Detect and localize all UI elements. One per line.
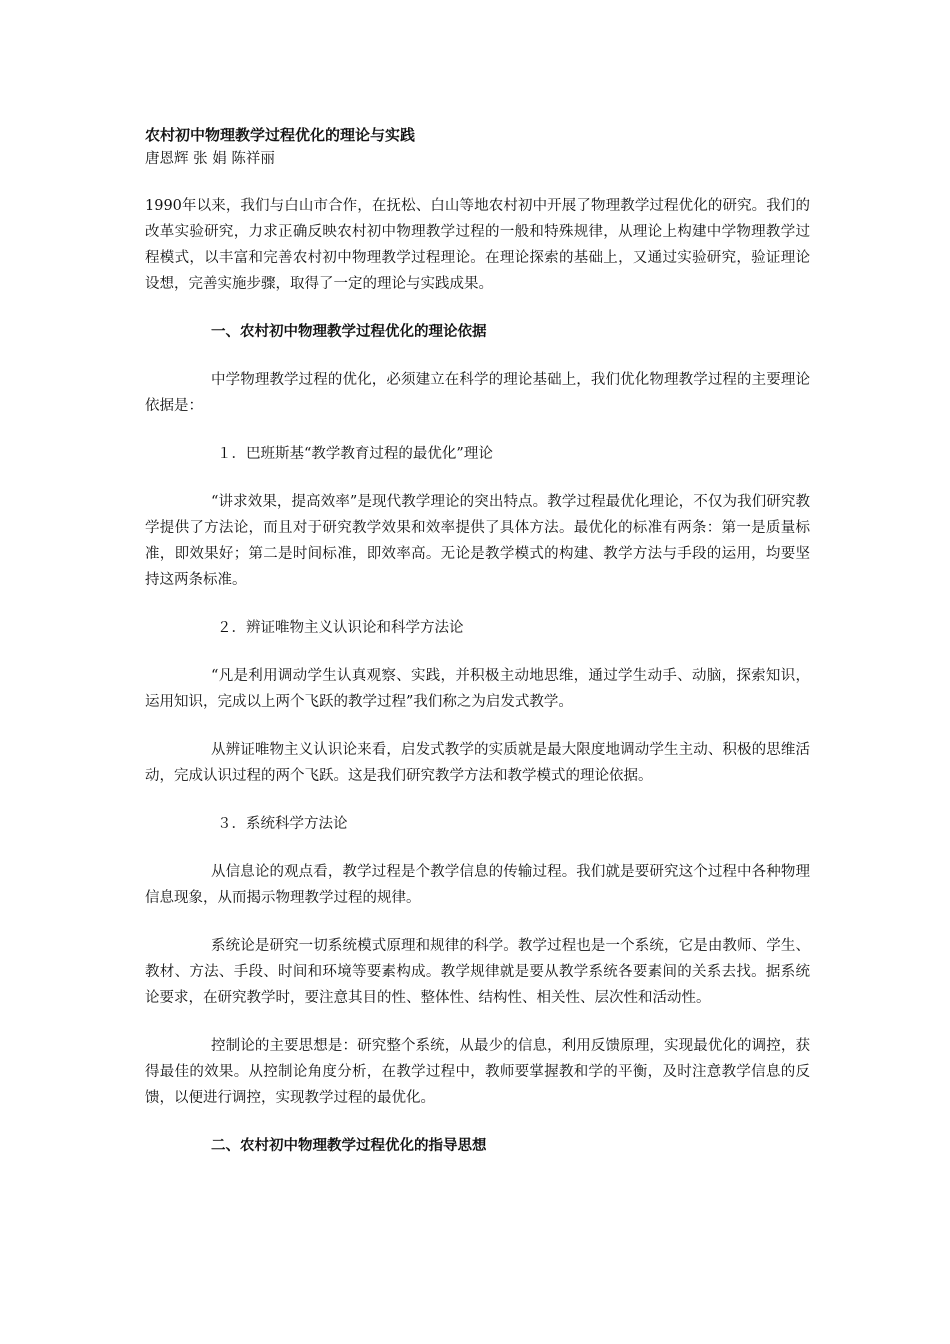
subsection-2-heading: ２．辨证唯物主义认识论和科学方法论 xyxy=(217,620,464,636)
subsection-3-heading: ３．系统科学方法论 xyxy=(217,816,348,832)
document-authors: 唐恩辉 张 娟 陈祥丽 xyxy=(145,151,275,167)
section-1-heading: 一、农村初中物理教学过程优化的理论依据 xyxy=(211,323,487,340)
intro-paragraph: 1990年以来，我们与白山市合作，在抚松、白山等地农村初中开展了物理教学过程优化的研究。我们的改革实验研究，力求正确反映农村初中物理教学过程的一般和特殊规律，从理论上构建中学物理教学过程模式，以丰富和完善农村初中物理教学过程理论。在理论探索的基础上，又通过实验研究，验证理论设想，完善实施步骤，取得了一定的理论与实践成果。 xyxy=(145,198,810,292)
subsection-1-paragraph: “讲求效果，提高效率”是现代教学理论的突出特点。教学过程最优化理论，不仅为我们研究教学提供了方法论，而且对于研究教学效果和效率提供了具体方法。最优化的标准有两条：第一是质量标准，即效果好；第二是时间标准，即效率高。无论是教学模式的构建、教学方法与手段的运用，均要坚持这两条标准。 xyxy=(145,494,810,588)
document-body xyxy=(145,123,810,1181)
subsection-2-paragraph-2: 从辨证唯物主义认识论来看，启发式教学的实质就是最大限度地调动学生主动、积极的思维活动，完成认识过程的两个飞跃。这是我们研究教学方法和教学模式的理论依据。 xyxy=(145,742,810,784)
subsection-3-paragraph-2: 系统论是研究一切系统模式原理和规律的科学。教学过程也是一个系统，它是由教师、学生、教材、方法、手段、时间和环境等要素构成。教学规律就是要从教学系统各要素间的关系去找。据系统论要求，在研究教学时，要注意其目的性、整体性、结构性、相关性、层次性和活动性。 xyxy=(145,938,810,1006)
section-1-lead-paragraph: 中学物理教学过程的优化，必须建立在科学的理论基础上，我们优化物理教学过程的主要理论依据是： xyxy=(145,372,810,414)
section-2-heading: 二、农村初中物理教学过程优化的指导思想 xyxy=(211,1137,487,1154)
subsection-1-heading: １．巴班斯基“教学教育过程的最优化”理论 xyxy=(217,446,493,462)
subsection-2-paragraph-1: “凡是利用调动学生认真观察、实践，并积极主动地思维，通过学生动手、动脑，探索知识，运用知识，完成以上两个飞跃的教学过程”我们称之为启发式教学。 xyxy=(145,668,810,710)
subsection-3-paragraph-3: 控制论的主要思想是：研究整个系统，从最少的信息，利用反馈原理，实现最优化的调控，获得最佳的效果。从控制论角度分析，在教学过程中，教师要掌握教和学的平衡，及时注意教学信息的反馈，以便进行调控，实现教学过程的最优化。 xyxy=(145,1038,810,1106)
subsection-3-paragraph-1: 从信息论的观点看，教学过程是个教学信息的传输过程。我们就是要研究这个过程中各种物理信息现象，从而揭示物理教学过程的规律。 xyxy=(145,864,810,906)
document-title: 农村初中物理教学过程优化的理论与实践 xyxy=(145,126,416,144)
